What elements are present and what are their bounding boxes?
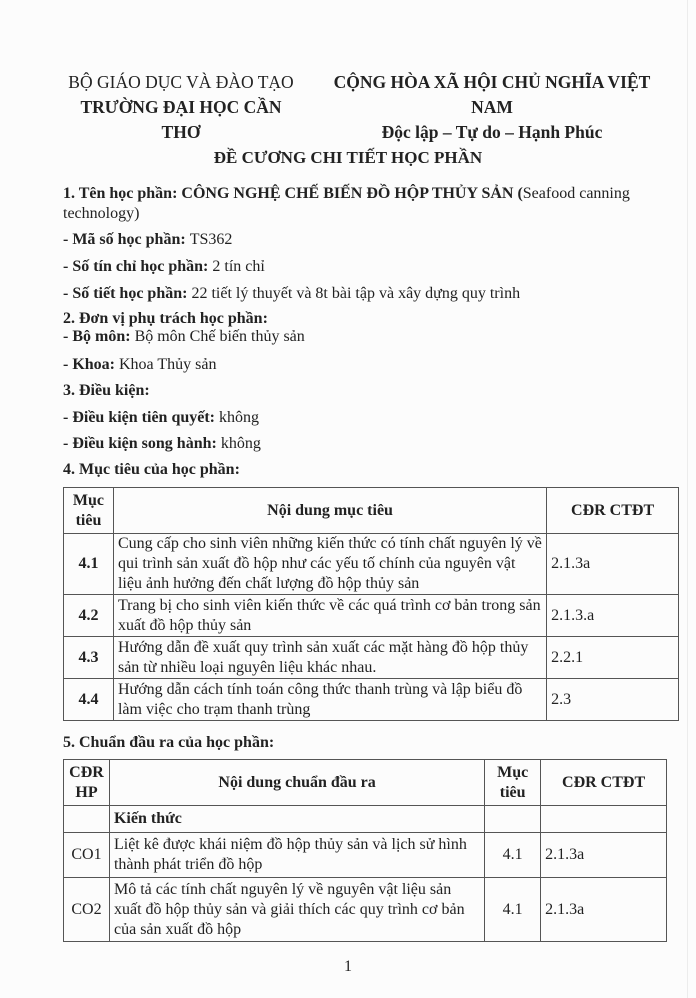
objective-content: Cung cấp cho sinh viên những kiến thức có tính chất nguyên lý về qui trình sản xuất đồ hộp như các yếu tố chính của nguyên vật liệu ảnh hưởng đến chất lượng đồ hộp thủy sản: [113, 534, 546, 595]
outcomes-table: [63, 759, 667, 942]
corequisite-label: - Điều kiện song hành:: [63, 435, 221, 452]
col-header-cdr: CĐR CTĐT: [547, 488, 679, 534]
course-name-line: [63, 183, 630, 205]
hours-label: - Số tiết học phần:: [63, 285, 192, 302]
table-row: [64, 637, 679, 679]
course-name-english: Seafood canning: [522, 185, 630, 202]
outcome-cdr: 2.1.3a: [541, 878, 667, 942]
col-header-content: Nội dung mục tiêu: [113, 488, 546, 534]
section5-heading: 5. Chuẩn đầu ra của học phần:: [63, 734, 275, 751]
table-row: [64, 878, 667, 942]
col-header-objective: Mục tiêu: [485, 760, 541, 806]
credits-line: [63, 256, 265, 278]
course-name-label: 1. Tên học phần: CÔNG NGHỆ CHẾ BIẾN ĐỒ HỘP THỦY SẢN (: [63, 185, 523, 202]
objective-cdr: 2.1.3.a: [547, 595, 679, 637]
objective-cdr: 2.1.3a: [547, 534, 679, 595]
prerequisite-line: [63, 407, 259, 429]
objective-id: 4.1: [64, 534, 114, 595]
outcome-objective: 4.1: [485, 878, 541, 942]
section2-heading: 2. Đơn vị phụ trách học phần:: [63, 310, 268, 327]
corequisite-line: [63, 433, 261, 455]
col-header-cdr-ctdt: CĐR CTĐT: [541, 760, 667, 806]
col-header-objective: Mục tiêu: [64, 488, 114, 534]
ministry-name: BỘ GIÁO DỤC VÀ ĐÀO TẠO: [68, 72, 294, 92]
course-code-label: - Mã số học phần:: [63, 231, 190, 248]
objective-content: Trang bị cho sinh viên kiến thức về các quá trình cơ bản trong sản xuất đồ hộp thủy sản: [113, 595, 546, 637]
table-header-row: [64, 488, 679, 534]
ministry-header: [66, 70, 296, 145]
faculty-label: - Khoa:: [63, 356, 119, 373]
table-group-row: [64, 806, 667, 833]
col-header-outcome-content: Nội dung chuẩn đầu ra: [109, 760, 484, 806]
national-motto: Độc lập – Tự do – Hạnh Phúc: [381, 122, 603, 142]
corequisite-value: không: [220, 435, 261, 452]
col-header-cdr-hp: CĐR HP: [64, 760, 110, 806]
objective-id: 4.3: [64, 637, 114, 679]
group-label: Kiến thức: [109, 806, 484, 833]
section4-heading: 4. Mục tiêu của học phần:: [63, 461, 240, 478]
course-code-value: TS362: [189, 231, 233, 248]
university-name: TRƯỜNG ĐẠI HỌC CẦN THƠ: [80, 97, 282, 142]
objective-cdr: 2.3: [547, 679, 679, 721]
course-code-line: [63, 229, 232, 251]
page-number: 1: [344, 958, 352, 975]
outcome-id: CO1: [64, 833, 110, 878]
hours-line: [63, 283, 520, 305]
objective-id: 4.2: [64, 595, 114, 637]
outcome-cdr: 2.1.3a: [541, 833, 667, 878]
national-header: [312, 70, 672, 145]
table-row: [64, 595, 679, 637]
document-title: ĐỀ CƯƠNG CHI TIẾT HỌC PHẦN: [213, 148, 483, 167]
objectives-table: [63, 487, 679, 721]
faculty-value: Khoa Thủy sản: [119, 356, 217, 373]
department-line: [63, 326, 305, 348]
objective-id: 4.4: [64, 679, 114, 721]
table-header-row: [64, 760, 667, 806]
department-value: Bộ môn Chế biến thủy sản: [134, 328, 305, 345]
prerequisite-label: - Điều kiện tiên quyết:: [63, 409, 219, 426]
objective-cdr: 2.2.1: [547, 637, 679, 679]
course-name-english-cont: technology): [63, 205, 140, 222]
country-name: CỘNG HÒA XÃ HỘI CHỦ NGHĨA VIỆT NAM: [333, 72, 651, 117]
table-row: [64, 679, 679, 721]
prerequisite-value: không: [219, 409, 259, 426]
faculty-line: [63, 354, 216, 376]
credits-value: 2 tín chỉ: [212, 258, 265, 275]
outcome-objective: 4.1: [485, 833, 541, 878]
credits-label: - Số tín chỉ học phần:: [63, 258, 213, 275]
objective-content: Hướng dẫn đề xuất quy trình sản xuất các mặt hàng đồ hộp thủy sản từ nhiều loại nguyên liệu khác nhau.: [113, 637, 546, 679]
table-row: [64, 534, 679, 595]
department-label: - Bộ môn:: [63, 328, 135, 345]
outcome-content: Mô tả các tính chất nguyên lý về nguyên vật liệu sản xuất đồ hộp thủy sản và giải thích các quy trình cơ bản của sản xuất đồ hộp: [109, 878, 484, 942]
section3-heading: 3. Điều kiện:: [63, 382, 150, 399]
table-row: [64, 833, 667, 878]
hours-value: 22 tiết lý thuyết và 8t bài tập và xây dựng quy trình: [191, 285, 521, 302]
outcome-id: CO2: [64, 878, 110, 942]
outcome-content: Liệt kê được khái niệm đồ hộp thủy sản và lịch sử hình thành phát triển đồ hộp: [109, 833, 484, 878]
objective-content: Hướng dẫn cách tính toán công thức thanh trùng và lập biểu đồ làm việc cho trạm thanh trùng: [113, 679, 546, 721]
